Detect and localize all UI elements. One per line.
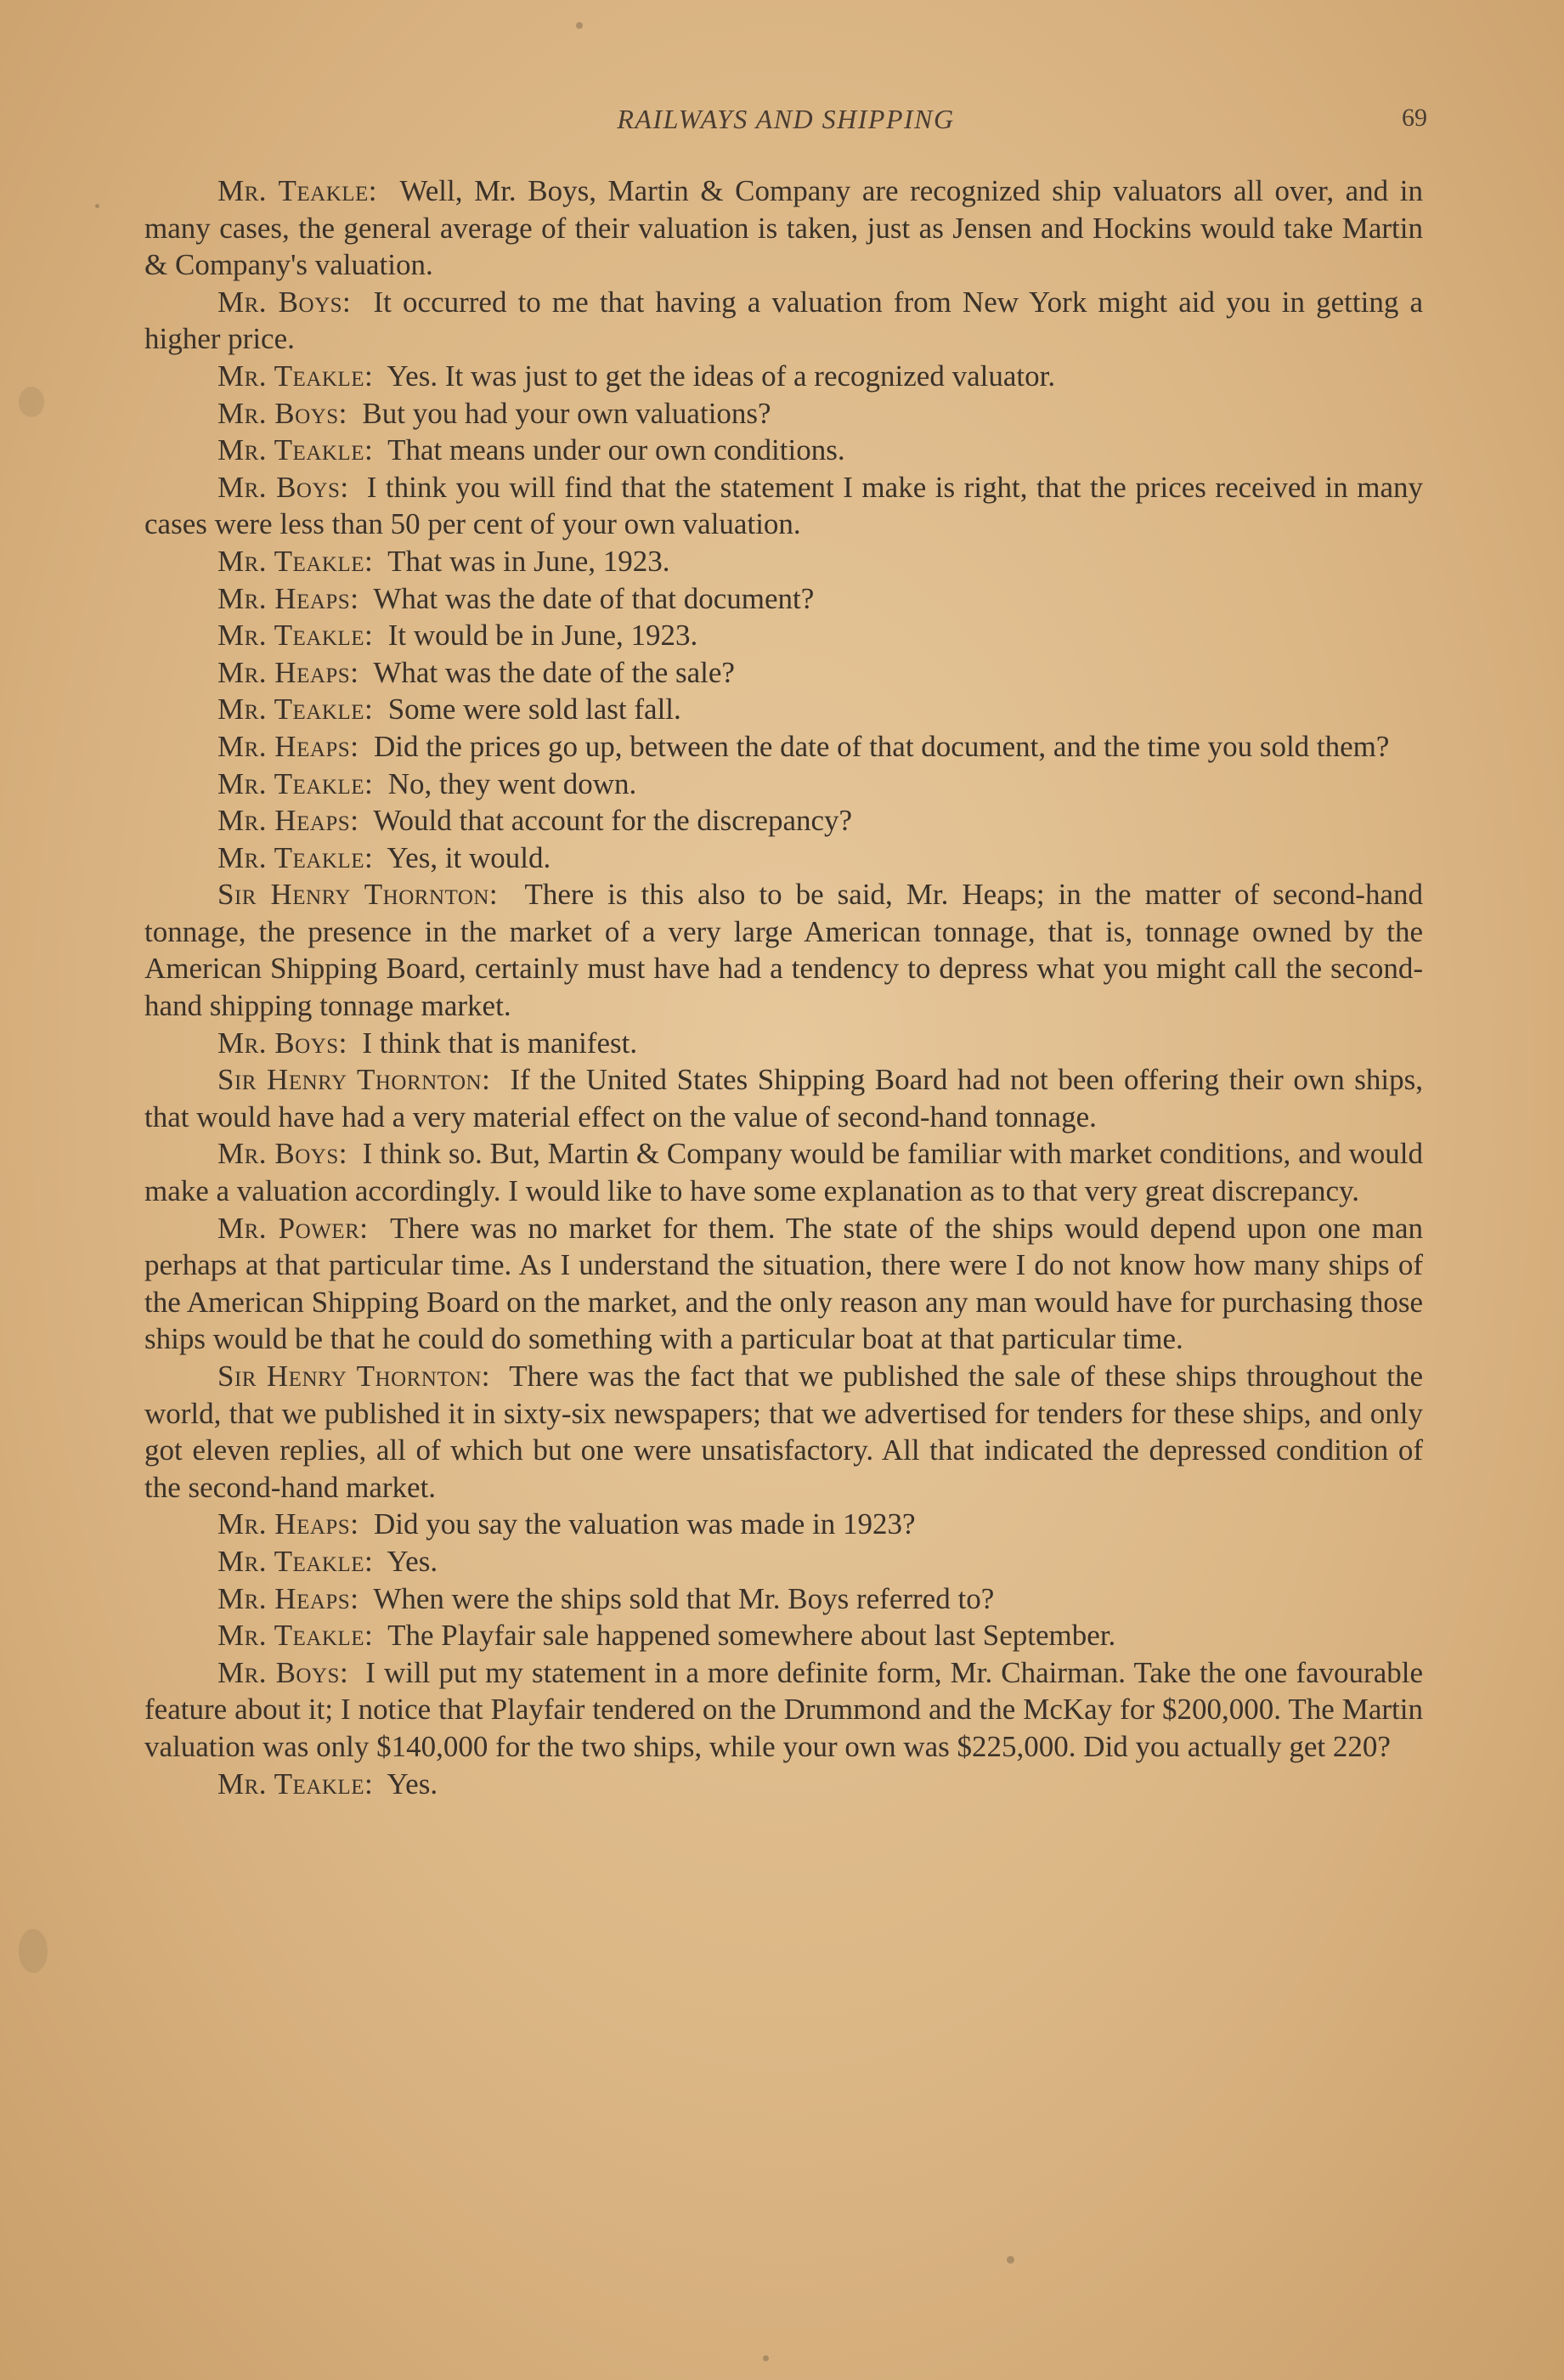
paragraph [144, 1766, 1423, 1803]
paragraph [144, 766, 1423, 803]
paragraph [144, 1543, 1423, 1580]
speech-text: Yes, it would. [387, 840, 551, 874]
speaker-name: Mr. Teakle: [217, 1619, 374, 1653]
speech-text: I will put my statement in a more definite form, Mr. Chairman. Take the one favourable feature about it; I notice that Playfair tendered on the Drummond and the McKay for $200,000. The Martin valuation was only $140,000 for the two ships, while your own was $225,000. Did you actually get 220? [144, 1655, 1423, 1763]
speech-text: No, they went down. [387, 766, 637, 800]
paragraph [144, 654, 1423, 692]
speaker-name: Mr. Heaps: [217, 804, 359, 838]
speaker-name: Mr. Boys: [217, 285, 352, 319]
speaker-name: Sir Henry Thornton: [217, 1063, 491, 1097]
paper-speck [19, 387, 44, 417]
speaker-name: Mr. Heaps: [217, 655, 359, 689]
speaker-name: Mr. Boys: [217, 1026, 347, 1060]
speaker-name: Mr. Boys: [217, 1655, 349, 1689]
speaker-name: Mr. Teakle: [217, 544, 374, 578]
speech-text: If the United States Shipping Board had not been offering their own ships, that would have had a very material effect on the value of second-hand tonnage. [144, 1063, 1423, 1133]
paragraph [144, 1617, 1423, 1654]
speech-text: There was the fact that we published the sale of these ships throughout the world, that we published it in sixty-six newspapers; that we advertised for tenders for these ships, and only got eleven replies, all of which but one were unsatisfactory. All that indicated the depressed condition of the second-hand market. [144, 1360, 1424, 1504]
speech-text: It occurred to me that having a valuation from New York might aid you in getting a higher price. [144, 285, 1423, 356]
paragraph [144, 358, 1423, 395]
speech-text: Did the prices go up, between the date of that document, and the time you sold them? [373, 729, 1390, 763]
speaker-name: Mr. Boys: [217, 470, 349, 504]
paragraph [144, 840, 1423, 877]
speaker-name: Sir Henry Thornton: [217, 1360, 491, 1393]
speech-text: Yes. It was just to get the ideas of a recognized valuator. [387, 359, 1056, 393]
speech-text: Yes. [387, 1544, 438, 1578]
speech-text: I think so. But, Martin & Company would be familiar with market conditions, and would make a valuation accordingly. I would like to have some explanation as to that very great discrepancy. [144, 1137, 1423, 1208]
page-number: 69 [1402, 104, 1427, 132]
paper-speck [95, 204, 99, 208]
paragraph [144, 469, 1423, 543]
speaker-name: Mr. Teakle: [217, 1544, 374, 1578]
speaker-name: Mr. Teakle: [217, 1767, 374, 1801]
speech-text: Would that account for the discrepancy? [373, 804, 853, 838]
speaker-name: Mr. Teakle: [217, 359, 374, 393]
speaker-name: Mr. Teakle: [217, 766, 374, 800]
speaker-name: Sir Henry Thornton: [217, 878, 499, 912]
paper-speck [1007, 2256, 1014, 2264]
speech-text: Well, Mr. Boys, Martin & Company are recognized ship valuators all over, and in many cases, the general average of their valuation is taken, just as Jensen and Hockins would take Martin & Company's valuation. [144, 174, 1423, 282]
speech-text: Some were sold last fall. [387, 693, 681, 726]
paragraph [144, 1025, 1423, 1062]
paper-speck [19, 1929, 48, 1973]
speaker-name: Mr. Teakle: [217, 433, 374, 467]
speech-text: The Playfair sale happened somewhere about last September. [387, 1619, 1116, 1653]
speaker-name: Mr. Boys: [217, 396, 347, 430]
speaker-name: Mr. Teakle: [217, 619, 374, 653]
speech-text: Yes. [387, 1767, 438, 1801]
paragraph [144, 728, 1423, 766]
speech-text: Did you say the valuation was made in 1923? [373, 1507, 916, 1541]
paper-speck [576, 22, 583, 29]
paragraph [144, 1580, 1423, 1618]
speech-text: It would be in June, 1923. [387, 619, 698, 653]
speaker-name: Mr. Heaps: [217, 729, 359, 763]
transcript-body [144, 172, 1423, 1802]
paragraph [144, 1358, 1423, 1506]
paragraph [144, 1654, 1423, 1766]
speech-text: There was no market for them. The state of the ships would depend upon one man perhaps at that particular time. As I understand the situation, there were I do not know how many ships of the American Shipping Board on the market, and the only reason any man would have for purchasing those ships would be that he could do something with a particular boat at that particular time. [144, 1211, 1423, 1356]
speaker-name: Mr. Teakle: [217, 174, 378, 207]
running-head [144, 104, 1427, 146]
speech-text: That was in June, 1923. [387, 544, 670, 578]
paragraph [144, 1135, 1423, 1209]
paragraph [144, 802, 1423, 840]
paragraph [144, 432, 1423, 469]
speaker-name: Mr. Teakle: [217, 840, 374, 874]
paragraph [144, 580, 1423, 618]
speech-text: But you had your own valuations? [362, 396, 771, 430]
paragraph [144, 543, 1423, 580]
speech-text: When were the ships sold that Mr. Boys referred to? [373, 1581, 995, 1615]
paragraph [144, 691, 1423, 728]
paragraph [144, 617, 1423, 654]
speaker-name: Mr. Teakle: [217, 693, 374, 726]
speech-text: What was the date of that document? [373, 581, 815, 615]
paragraph [144, 172, 1423, 284]
speech-text: What was the date of the sale? [373, 655, 735, 689]
paragraph [144, 1061, 1423, 1135]
paragraph [144, 395, 1423, 432]
speaker-name: Mr. Heaps: [217, 1581, 359, 1615]
paragraph [144, 1506, 1423, 1543]
speaker-name: Mr. Power: [217, 1211, 369, 1245]
running-title: RAILWAYS AND SHIPPING [617, 104, 955, 134]
speaker-name: Mr. Boys: [217, 1137, 347, 1171]
speech-text: That means under our own conditions. [387, 433, 845, 467]
speech-text: I think you will find that the statement I make is right, that the prices received in many cases were less than 50 per cent of your own valuation. [144, 470, 1423, 541]
speaker-name: Mr. Heaps: [217, 581, 359, 615]
paragraph [144, 876, 1423, 1024]
speech-text: There is this also to be said, Mr. Heaps; in the matter of second-hand tonnage, the presence in the market of a very large American tonnage, that is, tonnage owned by the American Shipping Board, certainly must have had a tendency to depress what you might call the second-hand shipping tonnage market. [144, 878, 1423, 1023]
paper-speck [763, 2355, 769, 2361]
paragraph [144, 284, 1423, 358]
speaker-name: Mr. Heaps: [217, 1507, 359, 1541]
speech-text: I think that is manifest. [362, 1026, 638, 1060]
paragraph [144, 1210, 1423, 1358]
